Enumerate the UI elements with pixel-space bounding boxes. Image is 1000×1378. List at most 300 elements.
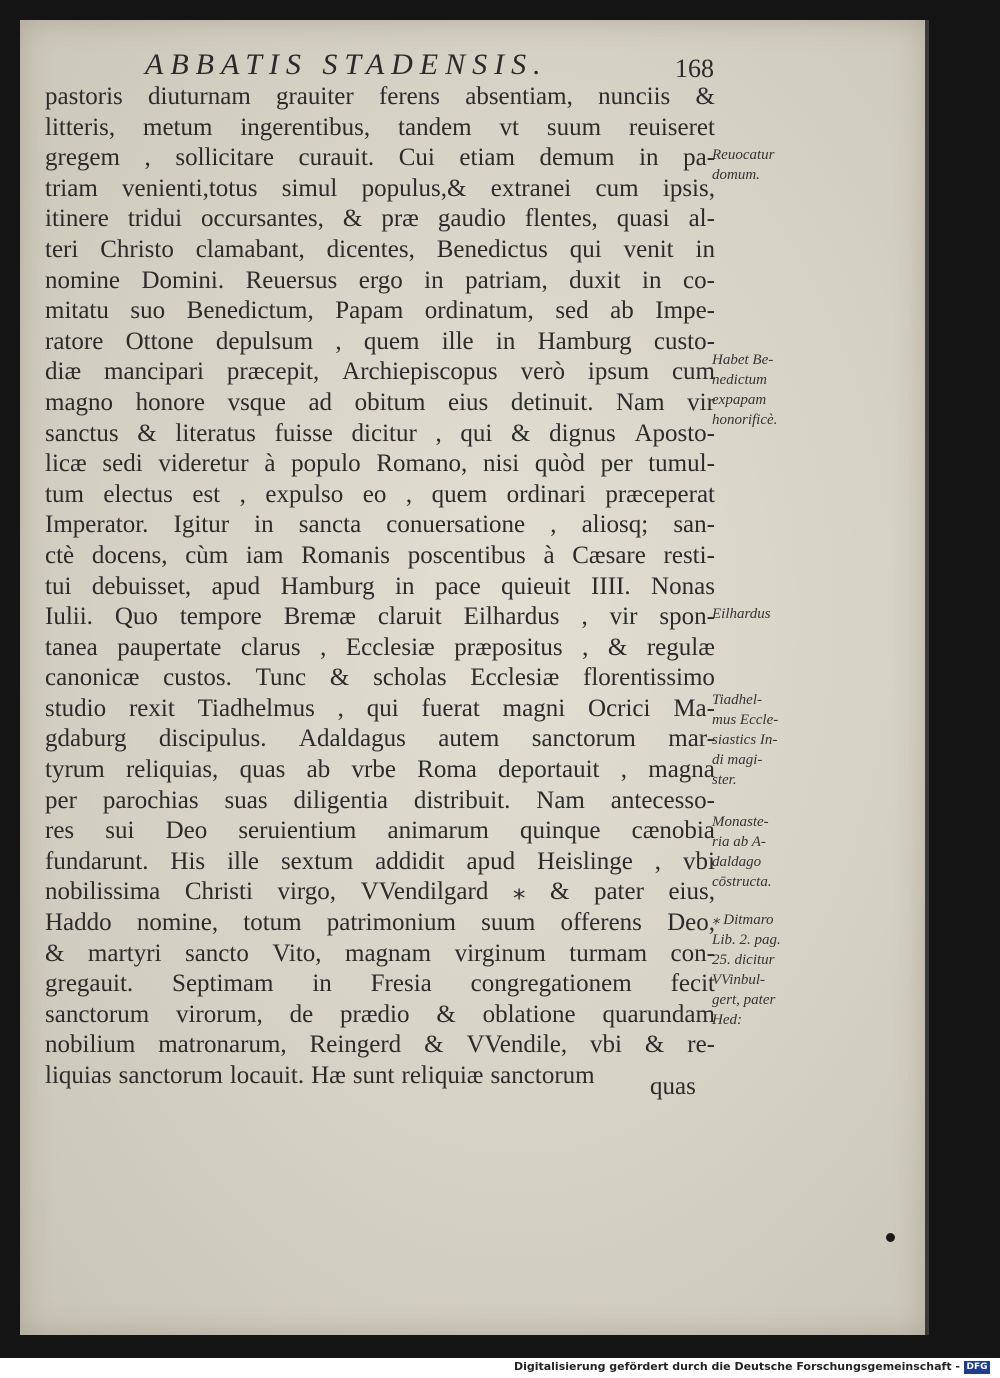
word: electus xyxy=(103,480,173,508)
word: sanctorum xyxy=(490,1062,595,1089)
word: diæ xyxy=(45,358,82,386)
word: tumul- xyxy=(648,450,715,478)
word: suas xyxy=(224,786,268,814)
word: itinere xyxy=(45,205,109,233)
margin-note-eilhardus: Eilhardus xyxy=(712,606,771,622)
text-line xyxy=(45,694,715,725)
word: aliosq; xyxy=(581,511,649,539)
word: in xyxy=(695,235,715,263)
word: magno xyxy=(45,388,114,416)
text-line xyxy=(45,663,715,694)
word: , xyxy=(239,480,246,508)
word: vt xyxy=(499,113,519,141)
word: in xyxy=(424,266,444,294)
word: congregationem xyxy=(470,970,632,998)
word: Eilhardus xyxy=(463,603,560,631)
text-line xyxy=(45,449,715,480)
word: Iulii. xyxy=(45,603,93,631)
word: rexit xyxy=(128,694,175,722)
word: Papam xyxy=(335,297,404,325)
word: , xyxy=(337,694,344,722)
word: ratore xyxy=(45,327,104,355)
word: etiam xyxy=(459,144,515,172)
word: Benedictus xyxy=(436,235,548,263)
word: reuiseret xyxy=(628,113,715,141)
word: duxit xyxy=(569,266,621,294)
word: Nam xyxy=(616,388,665,416)
text-line xyxy=(45,816,715,847)
word: ille xyxy=(227,847,259,875)
text-line xyxy=(45,908,715,939)
word: nunciis xyxy=(598,83,671,110)
word: de xyxy=(289,1000,314,1028)
word: custos. xyxy=(163,664,232,692)
word: & xyxy=(644,1031,665,1059)
word: poscentibus xyxy=(407,541,526,569)
text-line xyxy=(45,572,715,603)
word: Archiepiscopus xyxy=(342,358,498,386)
word: magna xyxy=(648,756,715,784)
word: nobilissima xyxy=(45,878,161,906)
word: Ocrici xyxy=(588,694,651,722)
text-line xyxy=(45,113,715,144)
text-line xyxy=(45,877,715,908)
word: totum xyxy=(243,909,302,937)
word: paupertate xyxy=(117,633,222,661)
word: sedi xyxy=(102,450,143,478)
word: , xyxy=(581,603,588,631)
word: curauit. xyxy=(298,144,375,172)
word: qui xyxy=(366,694,399,722)
word: Septimam xyxy=(172,970,274,998)
text-line xyxy=(45,82,715,113)
word: His xyxy=(170,847,206,875)
dfg-logo: DFG xyxy=(964,1361,990,1374)
word: vir xyxy=(687,388,715,416)
word: ab xyxy=(610,297,634,325)
text-line xyxy=(45,266,715,297)
word: dignus xyxy=(549,419,616,447)
word: Romanis xyxy=(301,541,391,569)
word: & xyxy=(607,633,628,661)
word: & xyxy=(45,939,65,967)
word: absentiam, xyxy=(465,83,573,110)
word: quem xyxy=(363,327,420,355)
word: cum xyxy=(595,174,639,202)
word: occursantes, xyxy=(201,205,324,233)
word: ⁎ xyxy=(512,878,526,906)
word: fuerat xyxy=(421,694,480,722)
word: sed xyxy=(555,297,589,325)
word: mar- xyxy=(668,725,715,753)
word: reliquiæ xyxy=(401,1062,484,1089)
word: Cæsare xyxy=(572,541,646,569)
text-line xyxy=(45,1061,715,1092)
word: quòd xyxy=(534,450,585,478)
word: , xyxy=(550,511,557,539)
text-line xyxy=(45,755,715,786)
word: Romano, xyxy=(376,450,468,478)
word: Vito, xyxy=(272,939,322,967)
word: eo xyxy=(362,480,387,508)
word: in xyxy=(395,572,415,600)
margin-note-tiadhelmus: Tiadhel- mus Eccle- siastics In- di magi- ster. xyxy=(712,692,779,788)
word: ordinatum, xyxy=(424,297,534,325)
word: ordinari xyxy=(506,480,586,508)
word: reliquias, xyxy=(125,756,219,784)
word: Deo, xyxy=(667,909,715,937)
word: Hæ xyxy=(311,1062,346,1089)
word: iam xyxy=(245,541,284,569)
word: suum xyxy=(481,909,536,937)
word: discipulus. xyxy=(158,725,267,753)
word: & xyxy=(436,1000,456,1028)
word: in xyxy=(312,970,332,998)
word: licæ xyxy=(45,450,87,478)
word: liquias xyxy=(45,1062,112,1089)
word: sanctorum xyxy=(118,1062,223,1089)
word: ctè xyxy=(45,541,75,569)
word: depulsum xyxy=(215,327,314,355)
text-line xyxy=(45,388,715,419)
word: IIII. xyxy=(591,572,631,600)
word: ferens xyxy=(378,83,441,110)
word: al- xyxy=(688,205,715,233)
text-line xyxy=(45,357,715,388)
word: à xyxy=(543,541,555,569)
word: Domini. xyxy=(141,266,225,294)
word: docens, xyxy=(91,541,168,569)
word: , xyxy=(582,633,589,661)
word: sextum xyxy=(280,847,354,875)
word: seruientium xyxy=(238,817,357,845)
word: Impe- xyxy=(655,297,715,325)
word: conuersatione xyxy=(386,511,526,539)
text-line xyxy=(45,480,715,511)
word: præpositus xyxy=(454,633,563,661)
word: præ xyxy=(381,205,419,233)
margin-note-habet-benedictum: Habet Be- nedictum expapam honorificè. xyxy=(712,352,778,428)
word: expulso xyxy=(265,480,344,508)
word: sui xyxy=(105,817,135,845)
word: Hamburg xyxy=(280,572,375,600)
word: honore xyxy=(135,388,206,416)
word: cænobia xyxy=(631,817,715,845)
text-line xyxy=(45,847,715,878)
word: co- xyxy=(682,266,715,294)
word: Aposto- xyxy=(634,419,715,447)
word: & xyxy=(329,664,350,692)
word: ipsis, xyxy=(662,174,715,202)
word: offerens xyxy=(560,909,642,937)
running-head: ABBATIS STADENSIS. xyxy=(145,48,548,81)
word: suum xyxy=(546,113,602,141)
word: Nonas xyxy=(651,572,715,600)
word: quas xyxy=(239,756,286,784)
word: VVendilgard xyxy=(360,878,489,906)
word: Hamburg xyxy=(537,327,632,355)
word: populus,& xyxy=(361,174,467,202)
word: matronarum, xyxy=(158,1031,287,1059)
word: studio xyxy=(45,694,107,722)
word: Bremæ xyxy=(283,603,356,631)
body-text xyxy=(45,82,715,1092)
word: Christi xyxy=(184,878,253,906)
word: apud xyxy=(211,572,261,600)
word: sancto xyxy=(184,939,249,967)
word: Cui xyxy=(398,144,435,172)
word: Nam xyxy=(536,786,585,814)
text-line xyxy=(45,633,715,664)
word: sollicitare xyxy=(175,144,274,172)
word: Tunc xyxy=(255,664,307,692)
word: tyrum xyxy=(45,756,105,784)
word: tempore xyxy=(179,603,262,631)
word: qui xyxy=(460,419,493,447)
word: præceperat xyxy=(605,480,715,508)
text-line xyxy=(45,174,715,205)
word: vrbe xyxy=(351,756,396,784)
word: Tiadhelmus xyxy=(197,694,315,722)
word: Benedictum, xyxy=(186,297,314,325)
word: quieuit xyxy=(501,572,571,600)
word: & xyxy=(510,419,531,447)
word: Quo xyxy=(114,603,158,631)
word: ab xyxy=(306,756,331,784)
word: , xyxy=(405,480,413,508)
word: metum xyxy=(143,113,213,141)
word: virgo, xyxy=(277,878,337,906)
word: mancipari xyxy=(104,358,204,386)
text-line xyxy=(45,204,715,235)
word: Ecclesiæ xyxy=(470,664,560,692)
word: con- xyxy=(670,939,715,967)
word: & xyxy=(549,878,570,906)
word: eius, xyxy=(668,878,715,906)
word: ipsum xyxy=(587,358,650,386)
word: cùm xyxy=(185,541,229,569)
word: & xyxy=(137,419,157,447)
text-line xyxy=(45,969,715,1000)
word: fundarunt. xyxy=(45,847,149,875)
word: diuturnam xyxy=(148,83,251,110)
word: autem xyxy=(438,725,500,753)
word: Christo xyxy=(100,235,174,263)
word: detinuit. xyxy=(510,388,594,416)
word: vbi xyxy=(590,1031,622,1059)
word: debuisset, xyxy=(91,572,192,600)
word: dicitur xyxy=(351,419,417,447)
word: , xyxy=(654,847,662,875)
word: qui xyxy=(569,235,602,263)
word: pace xyxy=(434,572,481,600)
word: res xyxy=(45,817,75,845)
word: animarum xyxy=(387,817,489,845)
word: , xyxy=(435,419,442,447)
word: magni xyxy=(502,694,566,722)
word: regulæ xyxy=(646,633,715,661)
word: diligentia xyxy=(293,786,388,814)
word: florentissimo xyxy=(583,664,715,692)
word: simul xyxy=(281,174,338,202)
word: dicentes, xyxy=(326,235,415,263)
word: quasi xyxy=(616,205,670,233)
word: Adaldagus xyxy=(298,725,406,753)
word: tui xyxy=(45,572,72,600)
word: nisi xyxy=(483,450,520,478)
word: fuisse xyxy=(274,419,333,447)
word: martyri xyxy=(87,939,162,967)
word: per xyxy=(45,786,77,814)
word: pastoris xyxy=(45,83,123,110)
word: nobilium xyxy=(45,1031,136,1059)
word: parochias xyxy=(102,786,199,814)
word: , xyxy=(320,633,327,661)
word: à xyxy=(264,450,276,478)
text-line xyxy=(45,602,715,633)
word: Igitur xyxy=(173,511,230,539)
text-line xyxy=(45,939,715,970)
word: gregem xyxy=(45,144,120,172)
page-number: 168 xyxy=(675,54,714,83)
word: ergo xyxy=(358,266,403,294)
word: canonicæ xyxy=(45,664,140,692)
word: Ecclesiæ xyxy=(345,633,435,661)
word: extranei xyxy=(490,174,572,202)
word: re- xyxy=(687,1031,715,1059)
word: tandem xyxy=(398,113,472,141)
word: , xyxy=(144,144,151,172)
word: venit xyxy=(623,235,674,263)
word: gaudio xyxy=(437,205,506,233)
word: addidit xyxy=(375,847,445,875)
word: antecesso- xyxy=(610,786,715,814)
word: fecit xyxy=(670,970,715,998)
word: sunt xyxy=(352,1062,395,1089)
word: & xyxy=(695,83,715,110)
word: sancta xyxy=(298,511,362,539)
word: sanctorum xyxy=(531,725,636,753)
word: Ottone xyxy=(125,327,194,355)
word: Reuersus xyxy=(245,266,338,294)
word: in xyxy=(639,144,659,172)
word: vsque xyxy=(227,388,286,416)
word: demum xyxy=(539,144,615,172)
margin-note-monasteria: Monaste- ria ab A- daldago cōstructa. xyxy=(712,814,772,890)
word: gregauit. xyxy=(45,970,134,998)
word: tanea xyxy=(45,633,98,661)
word: sanctus xyxy=(45,419,119,447)
word: pa- xyxy=(683,144,715,172)
word: & xyxy=(342,205,363,233)
word: literatus xyxy=(175,419,256,447)
word: triam xyxy=(45,174,98,202)
word: patrimonium xyxy=(326,909,456,937)
text-line xyxy=(45,235,715,266)
footer-credit: Digitalisierung gefördert durch die Deutsche Forschungsgemeinschaft - xyxy=(513,1360,960,1373)
text-line xyxy=(45,143,715,174)
word: , xyxy=(335,327,342,355)
word: Roma xyxy=(417,756,477,784)
word: per xyxy=(600,450,633,478)
word: ingerentibus, xyxy=(240,113,371,141)
page-edge xyxy=(925,20,929,1335)
word: quinque xyxy=(519,817,601,845)
catchword: quas xyxy=(650,1073,696,1100)
word: quem xyxy=(431,480,488,508)
word: spon- xyxy=(659,603,715,631)
word: suo xyxy=(130,297,166,325)
word: est xyxy=(192,480,221,508)
word: ille xyxy=(441,327,474,355)
word: gdaburg xyxy=(45,725,127,753)
word: patriam, xyxy=(465,266,548,294)
word: quarundam xyxy=(602,1000,715,1028)
word: , xyxy=(620,756,627,784)
text-line xyxy=(45,541,715,572)
word: clamabant, xyxy=(195,235,305,263)
word: virorum, xyxy=(175,1000,263,1028)
word: obitum xyxy=(354,388,426,416)
word: claruit xyxy=(377,603,442,631)
word: venienti,totus xyxy=(122,174,258,202)
word: tridui xyxy=(127,205,183,233)
margin-note-reuocatur: Reuocatur domum. xyxy=(712,147,775,183)
word: mitatu xyxy=(45,297,109,325)
word: in xyxy=(642,266,662,294)
word: locauit. xyxy=(229,1062,305,1089)
word: san- xyxy=(673,511,715,539)
word: flentes, xyxy=(524,205,598,233)
word: Imperator. xyxy=(45,511,149,539)
word: Heislinge xyxy=(537,847,633,875)
text-line xyxy=(45,724,715,755)
word: resti- xyxy=(663,541,715,569)
word: pater xyxy=(593,878,644,906)
word: in xyxy=(495,327,516,355)
word: scholas xyxy=(373,664,447,692)
word: grauiter xyxy=(275,83,354,110)
word: cum xyxy=(671,358,715,386)
margin-note-ditmaro: ⁎ Ditmaro Lib. 2. pag. 25. dicitur VVinbul- gert, pater Hed: xyxy=(712,912,781,1028)
word: tum xyxy=(45,480,84,508)
footer-bar xyxy=(0,1358,1000,1378)
text-line xyxy=(45,1000,715,1031)
text-line xyxy=(45,786,715,817)
word: ad xyxy=(308,388,333,416)
word: eius xyxy=(447,388,489,416)
word: Ma- xyxy=(673,694,715,722)
word: vbi xyxy=(682,847,715,875)
word: deportauit xyxy=(498,756,600,784)
word: videretur xyxy=(158,450,249,478)
word: prædio xyxy=(340,1000,410,1028)
text-line xyxy=(45,327,715,358)
word: Fresia xyxy=(370,970,432,998)
word: teri xyxy=(45,235,79,263)
text-line xyxy=(45,1030,715,1061)
word: custo- xyxy=(653,327,715,355)
word: verò xyxy=(520,358,565,386)
word: virginum xyxy=(454,939,546,967)
text-line xyxy=(45,296,715,327)
word: Haddo xyxy=(45,909,112,937)
word: in xyxy=(254,511,274,539)
word: vir xyxy=(609,603,638,631)
word: oblatione xyxy=(482,1000,576,1028)
word: turmam xyxy=(569,939,648,967)
word: distribuit. xyxy=(413,786,511,814)
